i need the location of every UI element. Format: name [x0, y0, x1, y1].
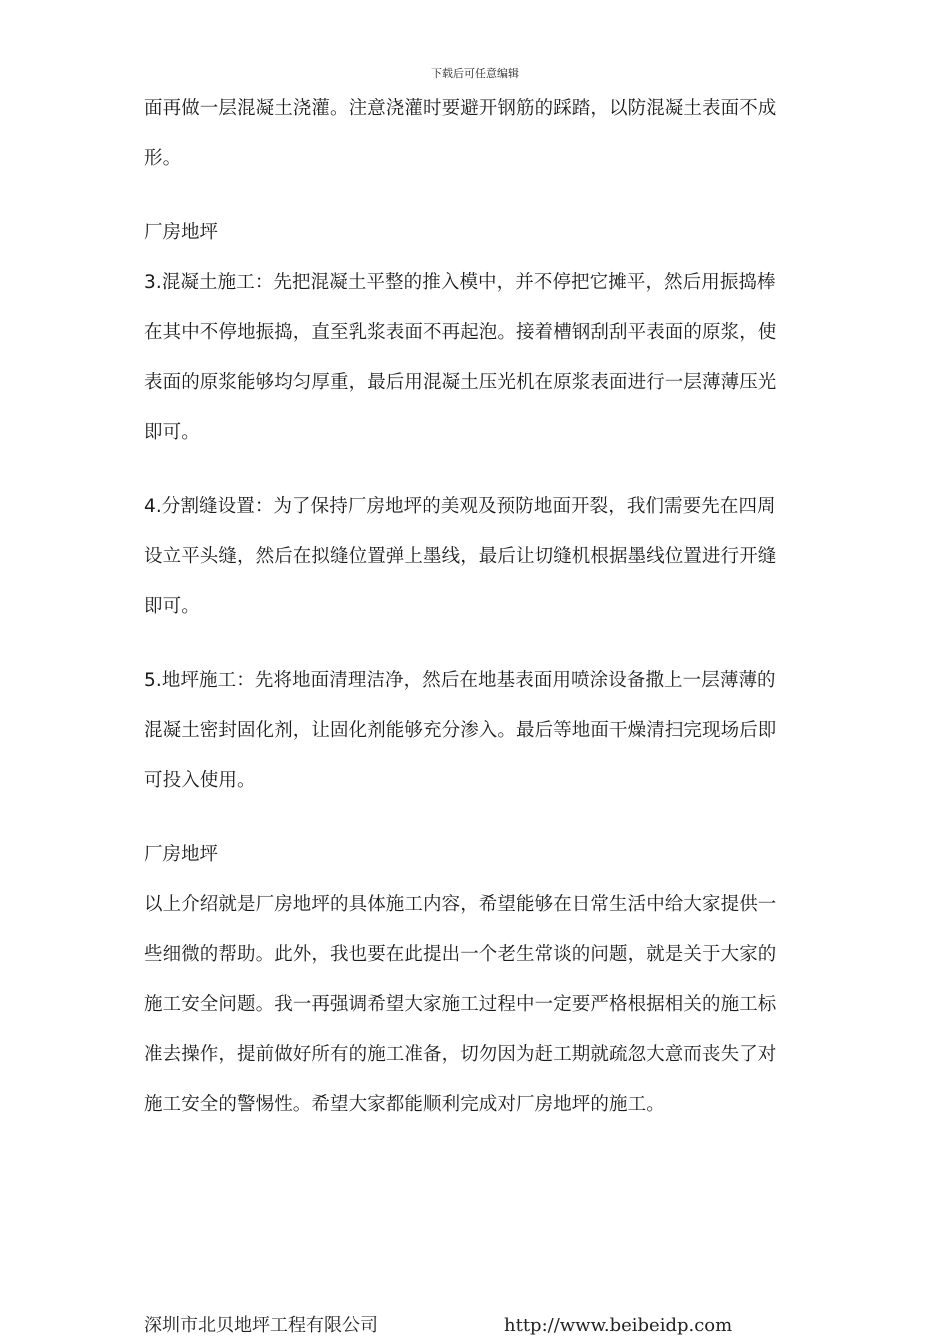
footer-company: 深圳市北贝地坪工程有限公司 [144, 1315, 378, 1336]
section-heading: 厂房地坪 [144, 222, 219, 243]
paragraph-line: 施工安全问题。我一再强调希望大家施工过程中一定要严格根据相关的施工标 [144, 994, 777, 1015]
section-heading: 厂房地坪 [144, 844, 219, 865]
document-body [144, 84, 808, 1130]
paragraph-line: 即可。 [144, 422, 200, 443]
paragraph-line: 表面的原浆能够均匀厚重，最后用混凝土压光机在原浆表面进行一层薄薄压光 [144, 372, 777, 393]
paragraph-line: 4.分割缝设置：为了保持厂房地坪的美观及预防地面开裂，我们需要先在四周 [144, 496, 776, 517]
paragraph-line: 设立平头缝，然后在拟缝位置弹上墨线，最后让切缝机根据墨线位置进行开缝 [144, 546, 777, 567]
paragraph-line: 5.地坪施工：先将地面清理洁净，然后在地基表面用喷涂设备撒上一层薄薄的 [144, 670, 776, 691]
paragraph-line: 混凝土密封固化剂，让固化剂能够充分渗入。最后等地面干燥清扫完现场后即 [144, 720, 777, 741]
paragraph-line: 准去操作，提前做好所有的施工准备，切勿因为赶工期就疏忽大意而丧失了对 [144, 1044, 777, 1065]
paragraph-line: 施工安全的警惕性。希望大家都能顺利完成对厂房地坪的施工。 [144, 1094, 665, 1115]
paragraph-line: 可投入使用。 [144, 770, 256, 791]
footer-url[interactable]: http://www.beibeidp.com [504, 1315, 733, 1336]
paragraph-gap [144, 458, 808, 482]
paragraph-gap [144, 806, 808, 830]
header-note: 下载后可任意编辑 [431, 67, 519, 80]
paragraph-line: 在其中不停地振捣，直至乳浆表面不再起泡。接着槽钢刮刮平表面的原浆，使 [144, 322, 777, 343]
paragraph-line: 即可。 [144, 596, 200, 617]
paragraph-line: 3.混凝土施工：先把混凝土平整的推入模中，并不停把它摊平，然后用振捣棒 [144, 272, 776, 293]
paragraph-line: 形。 [144, 148, 182, 169]
paragraph-gap [144, 632, 808, 656]
paragraph-gap [144, 184, 808, 208]
paragraph-line: 些细微的帮助。此外，我也要在此提出一个老生常谈的问题，就是关于大家的 [144, 944, 777, 965]
paragraph-line: 以上介绍就是厂房地坪的具体施工内容，希望能够在日常生活中给大家提供一 [144, 894, 777, 915]
paragraph-line: 面再做一层混凝土浇灌。注意浇灌时要避开钢筋的踩踏，以防混凝土表面不成 [144, 98, 777, 119]
